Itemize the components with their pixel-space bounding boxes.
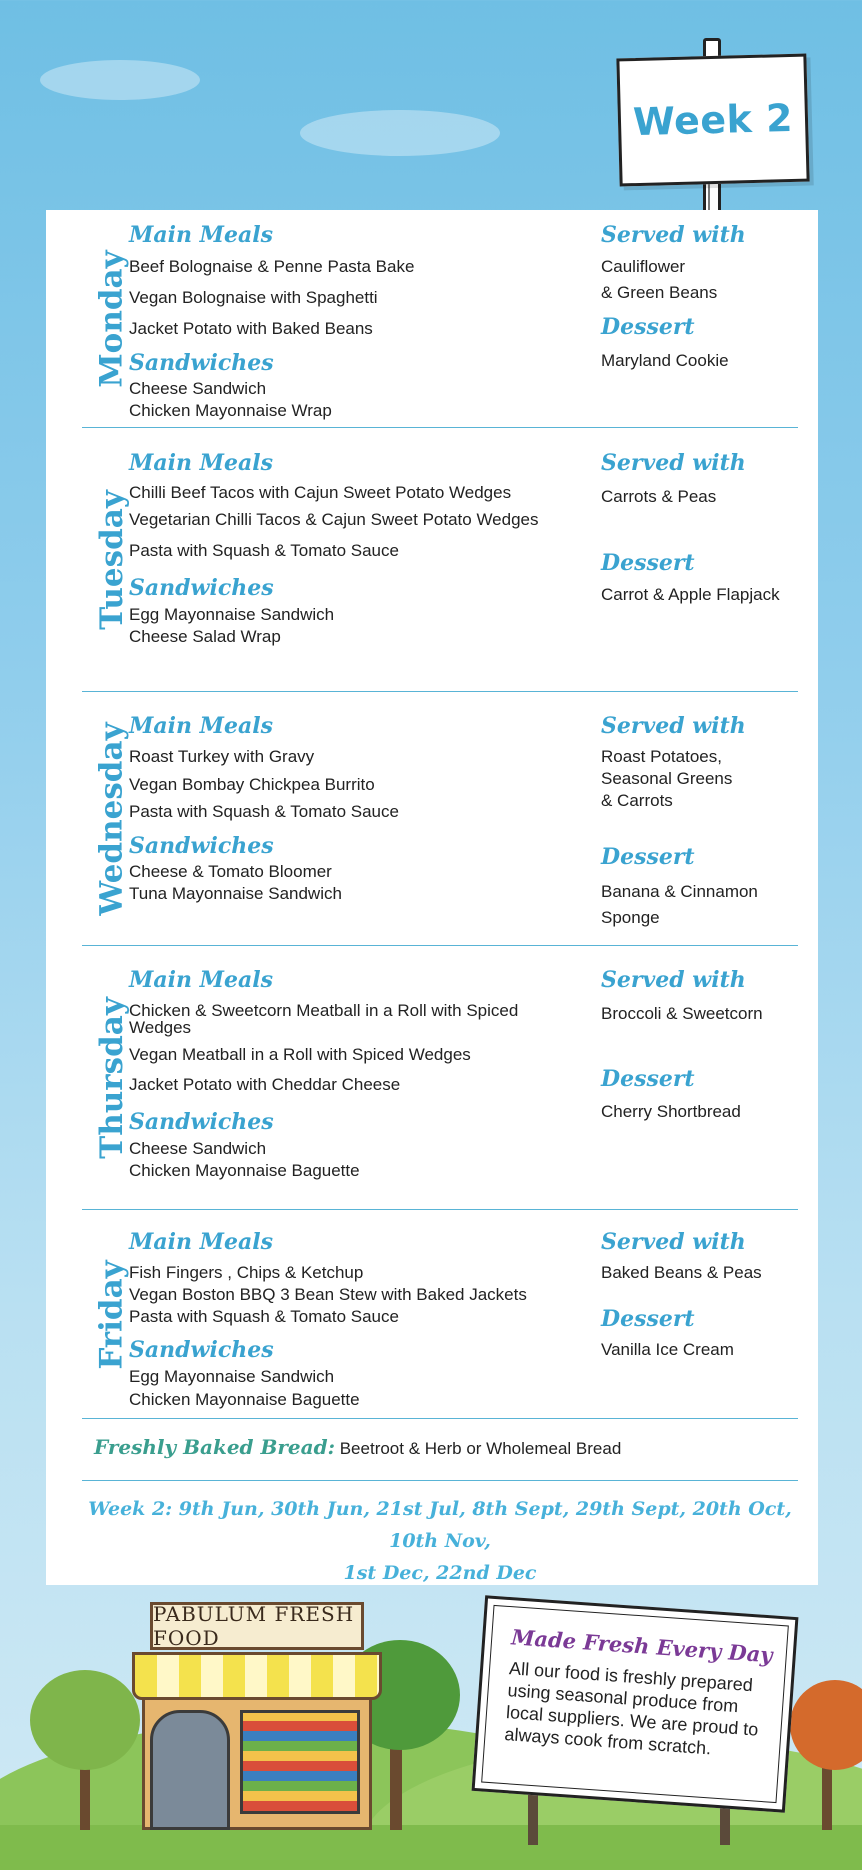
- dessert-item: Carrot & Apple Flapjack: [601, 585, 780, 604]
- main-meal-item: Vegan Bolognaise with Spaghetti: [129, 288, 378, 307]
- made-fresh-note: [472, 1595, 799, 1812]
- dessert-heading: Dessert: [601, 1066, 695, 1092]
- shop-sign: [150, 1602, 364, 1650]
- shop-awning: [132, 1652, 382, 1700]
- sandwich-item: Cheese Sandwich: [129, 1139, 267, 1158]
- served-with-heading: Served with: [601, 450, 746, 476]
- sandwiches-heading: Sandwiches: [129, 833, 274, 859]
- served-with-item: Baked Beans & Peas: [601, 1263, 762, 1282]
- main-meal-item: Vegan Boston BBQ 3 Bean Stew with Baked Jackets: [129, 1285, 527, 1304]
- main-meal-item: Pasta with Squash & Tomato Sauce: [129, 541, 399, 560]
- main-meals-heading: Main Meals: [129, 450, 273, 476]
- dessert-item: Vanilla Ice Cream: [601, 1340, 734, 1359]
- dessert-item: Cherry Shortbread: [601, 1102, 741, 1121]
- day-row-thursday: [82, 947, 798, 1210]
- week-dates: [82, 1493, 798, 1589]
- day-row-friday: [82, 1211, 798, 1419]
- sandwich-item: Chicken Mayonnaise Wrap: [129, 401, 332, 420]
- note-post: [528, 1795, 538, 1845]
- sandwiches-heading: Sandwiches: [129, 350, 274, 376]
- sandwich-item: Cheese Sandwich: [129, 379, 267, 398]
- served-with-item: Roast Potatoes,: [601, 747, 722, 766]
- served-with-heading: Served with: [601, 713, 746, 739]
- main-meal-item: Beef Bolognaise & Penne Pasta Bake: [129, 257, 415, 276]
- served-with-item: Seasonal Greens: [601, 769, 733, 788]
- day-row-monday: [82, 210, 798, 428]
- day-name-friday: Friday: [94, 1259, 131, 1370]
- sandwiches-heading: Sandwiches: [129, 1109, 274, 1135]
- sandwich-item: Egg Mayonnaise Sandwich: [129, 605, 335, 624]
- week-sign: [616, 54, 809, 187]
- sandwich-item: Egg Mayonnaise Sandwich: [129, 1367, 335, 1386]
- grass: [0, 1825, 862, 1870]
- main-meals-heading: Main Meals: [129, 222, 273, 248]
- sandwiches-heading: Sandwiches: [129, 1337, 274, 1363]
- main-meal-item: Roast Turkey with Gravy: [129, 747, 315, 766]
- shop-window: [240, 1710, 360, 1814]
- day-name-monday: Monday: [94, 249, 130, 388]
- dessert-heading: Dessert: [601, 550, 695, 576]
- note-title: Made Fresh Every Day: [510, 1624, 774, 1668]
- cloud: [40, 60, 200, 100]
- menu-card: [46, 210, 818, 1585]
- dessert-item: Maryland Cookie: [601, 351, 729, 370]
- sandwiches-heading: Sandwiches: [129, 575, 274, 601]
- main-meal-item: Vegan Meatball in a Roll with Spiced Wedges: [129, 1045, 471, 1064]
- day-name-wednesday: Wednesday: [94, 722, 130, 916]
- divider: [82, 1480, 798, 1481]
- served-with-item: & Green Beans: [601, 283, 718, 302]
- tree-icon: [30, 1670, 140, 1770]
- main-meal-item: Chicken & Sweetcorn Meatball in a Roll with Spiced Wedges: [129, 1001, 519, 1037]
- day-name-thursday: Thursday: [94, 997, 130, 1159]
- sandwich-item: Tuna Mayonnaise Sandwich: [129, 884, 342, 903]
- bread-line: [94, 1435, 621, 1459]
- shop-door: [150, 1710, 230, 1830]
- main-meals-heading: Main Meals: [129, 967, 273, 993]
- main-meal-item: Fish Fingers , Chips & Ketchup: [129, 1263, 364, 1282]
- served-with-item: & Carrots: [601, 791, 673, 810]
- main-meal-item: Chilli Beef Tacos with Cajun Sweet Potato Wedges: [129, 483, 512, 502]
- week-dates-line: 1st Dec, 22nd Dec: [343, 1562, 537, 1584]
- week-sign-label: Week 2: [632, 95, 794, 145]
- main-meal-item: Pasta with Squash & Tomato Sauce: [129, 802, 399, 821]
- served-with-item: Carrots & Peas: [601, 487, 717, 506]
- served-with-heading: Served with: [601, 1229, 746, 1255]
- sandwich-item: Chicken Mayonnaise Baguette: [129, 1390, 360, 1409]
- sandwich-item: Cheese Salad Wrap: [129, 627, 281, 646]
- day-row-tuesday: [82, 429, 798, 692]
- sandwich-item: Cheese & Tomato Bloomer: [129, 862, 332, 881]
- served-with-item: Broccoli & Sweetcorn: [601, 1004, 763, 1023]
- week-dates-line: Week 2: 9th Jun, 30th Jun, 21st Jul, 8th Sept, 29th Sept, 20th Oct, 10th Nov,: [88, 1498, 792, 1552]
- dessert-heading: Dessert: [601, 314, 695, 340]
- dessert-heading: Dessert: [601, 844, 695, 870]
- dessert-heading: Dessert: [601, 1306, 695, 1332]
- served-with-item: Cauliflower: [601, 257, 686, 276]
- note-body: All our food is freshly prepared using seasonal produce from local suppliers. We are proud to always cook from scratch.: [503, 1658, 760, 1759]
- bread-heading: Freshly Baked Bread:: [94, 1435, 335, 1459]
- bread-value: Beetroot & Herb or Wholemeal Bread: [339, 1439, 622, 1458]
- main-meals-heading: Main Meals: [129, 713, 273, 739]
- main-meal-item: Vegan Bombay Chickpea Burrito: [129, 775, 375, 794]
- sandwich-item: Chicken Mayonnaise Baguette: [129, 1161, 360, 1180]
- served-with-heading: Served with: [601, 967, 746, 993]
- cloud: [300, 110, 500, 156]
- main-meals-heading: Main Meals: [129, 1229, 273, 1255]
- served-with-heading: Served with: [601, 222, 746, 248]
- main-meal-item: Jacket Potato with Baked Beans: [129, 319, 373, 338]
- shop-sign-label: PABULUM FRESH FOOD: [153, 1602, 355, 1650]
- main-meal-item: Pasta with Squash & Tomato Sauce: [129, 1307, 399, 1326]
- main-meal-item: Vegetarian Chilli Tacos & Cajun Sweet Potato Wedges: [129, 510, 539, 529]
- main-meal-item: Jacket Potato with Cheddar Cheese: [129, 1075, 401, 1094]
- day-name-tuesday: Tuesday: [94, 490, 130, 630]
- day-row-wednesday: [82, 693, 798, 946]
- dessert-item: Banana & Cinnamon Sponge: [601, 882, 758, 927]
